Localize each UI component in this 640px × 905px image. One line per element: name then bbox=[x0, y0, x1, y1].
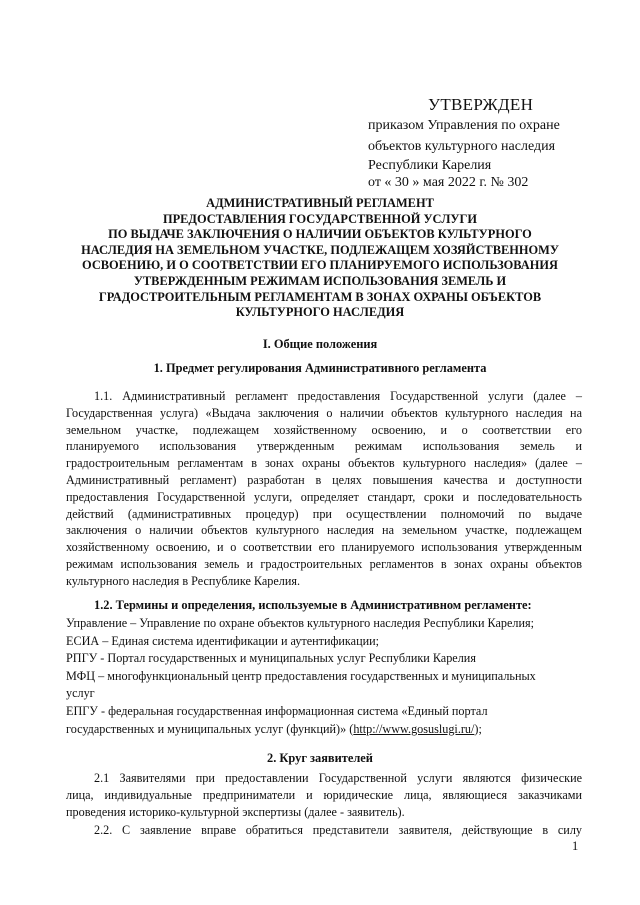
title-line: ПО ВЫДАЧЕ ЗАКЛЮЧЕНИЯ О НАЛИЧИИ ОБЪЕКТОВ КУЛЬТУРНОГО bbox=[108, 227, 532, 242]
paragraph-line: предоставления Государственной услуги, определяет стандарт, сроки и последовательность bbox=[66, 489, 582, 504]
title-line: НАСЛЕДИЯ НА ЗЕМЕЛЬНОМ УЧАСТКЕ, ПОДЛЕЖАЩЕМ ХОЗЯЙСТВЕННОМУ bbox=[81, 242, 559, 257]
title-line: ПРЕДОСТАВЛЕНИЯ ГОСУДАРСТВЕННОЙ УСЛУГИ bbox=[162, 211, 478, 226]
gosuslugi-link[interactable]: http://www.gosuslugi.ru/ bbox=[353, 721, 475, 736]
section-heading: 2. Круг заявителей bbox=[267, 751, 373, 765]
paragraph-line: 2.2. С заявление вправе обратиться представители заявителя, действующие в силу bbox=[94, 823, 582, 837]
subsection-heading: 1. Предмет регулирования Административного регламента bbox=[153, 361, 487, 375]
definition-text: государственных и муниципальных услуг (функций)» ( bbox=[66, 721, 354, 736]
paragraph-line: хозяйственному освоению, и о соответствии его планируемого использования утвержденным bbox=[66, 540, 582, 555]
title-line: ОСВОЕНИЮ, И О СООТВЕТСТВИИ ЕГО ПЛАНИРУЕМОГО ИСПОЛЬЗОВАНИЯ bbox=[82, 258, 558, 273]
paragraph-line: Государственная услуга) «Выдача заключения о наличии объектов культурного наследия на bbox=[66, 405, 582, 420]
approval-line: объектов культурного наследия bbox=[368, 139, 556, 154]
title-line: ГРАДОСТРОИТЕЛЬНЫМ РЕГЛАМЕНТАМ В ЗОНАХ ОХРАНЫ ОБЪЕКТОВ bbox=[98, 289, 542, 304]
paragraph-1-1 bbox=[66, 388, 582, 590]
paragraph-line: Административный регламент) разработан в целях повышения качества и доступности bbox=[66, 472, 582, 487]
approval-line: Республики Карелия bbox=[368, 158, 492, 173]
definition-text: ); bbox=[474, 721, 482, 736]
paragraph-line: планируемого использования утвержденным режимам использования земель и bbox=[66, 439, 582, 454]
section-heading: I. Общие положения bbox=[262, 337, 378, 351]
definition-item bbox=[66, 721, 582, 739]
paragraph-line: действий (административных процедур) при осуществлении полномочий по выдаче bbox=[66, 506, 582, 521]
subsection-heading: 1.2. Термины и определения, используемые в Административном регламенте: bbox=[94, 598, 532, 612]
definition-item: Управление – Управление по охране объектов культурного наследия Республики Карелия; bbox=[66, 616, 535, 630]
paragraph-line: культурного наследия в Республике Карелия. bbox=[66, 573, 301, 588]
paragraph-line: заключения о наличии объектов культурного наследия на земельном участке, подлежащем bbox=[66, 523, 582, 538]
approval-heading: УТВЕРЖДЕН bbox=[428, 95, 534, 114]
paragraph-line: градостроительным регламентам в зонах охраны объектов культурного наследия» (далее – bbox=[66, 456, 582, 471]
paragraph-2-2 bbox=[66, 822, 582, 839]
paragraph-line: 2.1 Заявителями при предоставлении Государственной услуги являются физические bbox=[94, 771, 582, 785]
paragraph-2-1 bbox=[66, 770, 582, 820]
paragraph-line: режимам использования земель и градостроительных регламентов в зонах охраны объектов bbox=[66, 556, 582, 571]
definition-item: ЕПГУ - федеральная государственная информационная система «Единый портал bbox=[66, 703, 488, 718]
document-title bbox=[30, 196, 610, 321]
definition-item: РПГУ - Портал государственных и муниципальных услуг Республики Карелия bbox=[66, 651, 476, 666]
paragraph-line: лица, индивидуальные предприниматели и юридические лица, являющиеся заказчиками bbox=[66, 787, 582, 802]
definition-item: ЕСИА – Единая система идентификации и аутентификации; bbox=[66, 633, 380, 648]
definition-item: МФЦ – многофункциональный центр предоставления государственных и муниципальных bbox=[66, 668, 536, 683]
definitions-list bbox=[66, 615, 582, 738]
approval-date-line: от « 30 » мая 2022 г. № 302 bbox=[368, 175, 529, 190]
title-line: КУЛЬТУРНОГО НАСЛЕДИЯ bbox=[235, 305, 405, 320]
paragraph-line: 1.1. Административный регламент предоставления Государственной услуги (далее – bbox=[94, 389, 582, 403]
title-line: АДМИНИСТРАТИВНЫЙ РЕГЛАМЕНТ bbox=[206, 196, 434, 210]
approval-line: приказом Управления по охране bbox=[368, 118, 560, 133]
definition-item: услуг bbox=[66, 686, 95, 701]
page-number: 1 bbox=[572, 839, 579, 853]
title-line: УТВЕРЖДЕННЫМ РЕЖИМАМ ИСПОЛЬЗОВАНИЯ ЗЕМЕЛЬ И bbox=[133, 273, 507, 288]
paragraph-line: проведения историко-культурной экспертизы (далее - заявитель). bbox=[66, 804, 405, 819]
paragraph-line: земельном участке, подлежащем хозяйственному освоению, и о соответствии его bbox=[66, 422, 582, 437]
